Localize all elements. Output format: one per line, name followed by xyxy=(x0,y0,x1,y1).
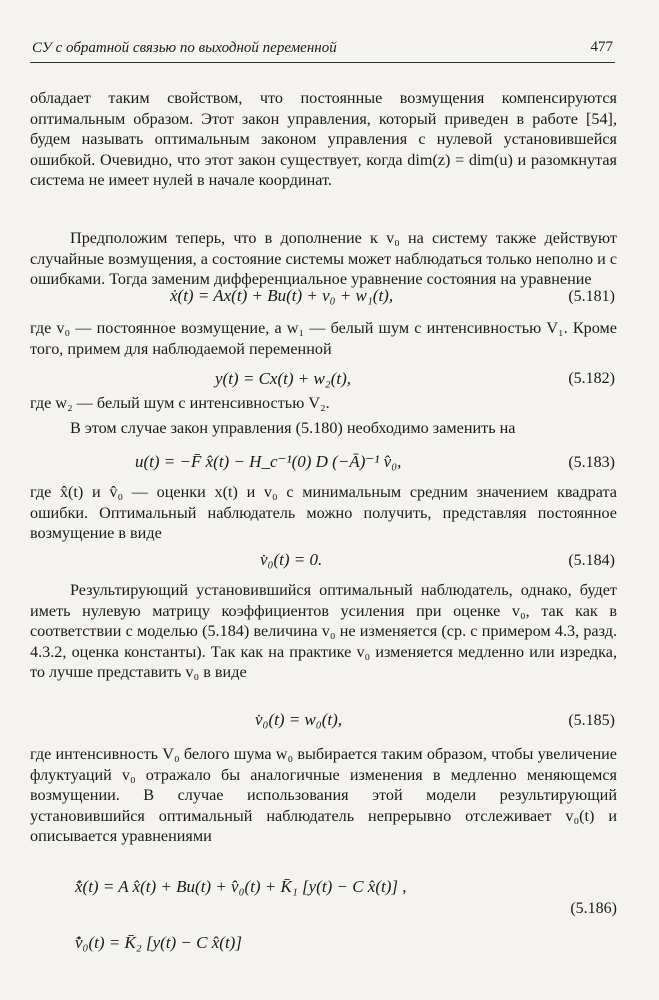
paragraph-6: где x̂(t) и v̂₀ — оценки x(t) и v₀ с минимальным средним значением квадрата ошибки. Оптимальный наблюдатель можно получить, представляя постоянное возмущение в виде xyxy=(30,483,617,542)
running-header xyxy=(30,38,615,63)
equation-5-186-line-1-body: x̂̇(t) = A x̂(t) + Bu(t) + v̂₀(t) + K̄₁ [y(t) − C x̂(t)] , xyxy=(75,877,407,896)
paragraph-5: В этом случае закон управления (5.180) необходимо заменить на xyxy=(70,419,516,437)
equation-5-181-number: (5.181) xyxy=(568,288,615,305)
paragraph-8: где интенсивность V₀ белого шума w₀ выбирается таким образом, чтобы увеличение флуктуаций v₀ отражало бы аналогичные изменения в медленно меняющемся возмущении. В случае использования этой модели результирующий установившийся оптимальный наблюдатель непрерывно отслеживает v₀(t) и описывается уравнениями xyxy=(30,745,617,845)
equation-5-183-body: u(t) = −F̄ x̂(t) − H_c⁻¹(0) D (−Ā)⁻¹ v̂₀, xyxy=(135,452,402,471)
equation-5-183-number: (5.183) xyxy=(568,454,615,471)
equation-5-182-number: (5.182) xyxy=(568,370,615,387)
equation-5-184-body: v̇₀(t) = 0. xyxy=(260,550,323,569)
page-number: 477 xyxy=(590,39,613,55)
paragraph-1: обладает таким свойством, что постоянные возмущения компенсируются оптимальным образом. Этот закон управления, который приведен в работе [54], будем называть оптимальным законом управления с нулевой установившейся ошибкой. Очевидно, что этот закон существует, когда dim(z) = dim(u) и разомкнутая система не имеет нулей в начале координат. xyxy=(30,89,617,189)
equation-5-183 xyxy=(30,448,617,478)
equation-5-186-number: (5.186) xyxy=(570,900,617,917)
paragraph-2: Предположим теперь, что в дополнение к v₀ на систему также действуют случайные возмущения, а состояние системы может наблюдаться только неполно и с ошибками. Тогда заменим дифференциальное уравнение состояния на уравнение xyxy=(30,229,617,288)
paragraph-7: Результирующий установившийся оптимальный наблюдатель, однако, будет иметь нулевую матрицу коэффициентов усиления при оценке v₀, так как в соответствии с моделью (5.184) величина v₀ не изменяется (ср. с примером 4.3, разд. 4.3.2, оценка константы). Так как на практике v₀ изменяется медленно или изредка, то лучше представить v₀ в виде xyxy=(30,581,617,681)
running-title: СУ с обратной связью по выходной переменной xyxy=(32,40,337,56)
equation-5-185-number: (5.185) xyxy=(568,712,615,729)
paragraph-4: где w₂ — белый шум с интенсивностью V₂. xyxy=(30,394,330,412)
equation-5-182-body: y(t) = Cx(t) + w₂(t), xyxy=(215,369,352,388)
equation-5-186-line-2-body: v̂̇₀(t) = K̄₂ [y(t) − C x̂(t)] xyxy=(75,933,242,952)
paragraph-3: где v₀ — постоянное возмущение, а w₁ — белый шум с интенсивностью V₁. Кроме того, примем для наблюдаемой переменной xyxy=(30,319,617,358)
equation-5-186-line-1 xyxy=(30,873,617,903)
equation-5-185 xyxy=(30,706,617,736)
equation-5-184 xyxy=(30,544,617,574)
equation-5-184-number: (5.184) xyxy=(568,552,615,569)
equation-5-181-body: ẋ(t) = Ax(t) + Bu(t) + v₀ + w₁(t), xyxy=(170,286,394,305)
equation-5-181 xyxy=(30,282,617,312)
equation-5-186-line-2 xyxy=(30,929,617,959)
equation-5-185-body: v̇₀(t) = w₀(t), xyxy=(255,710,343,729)
